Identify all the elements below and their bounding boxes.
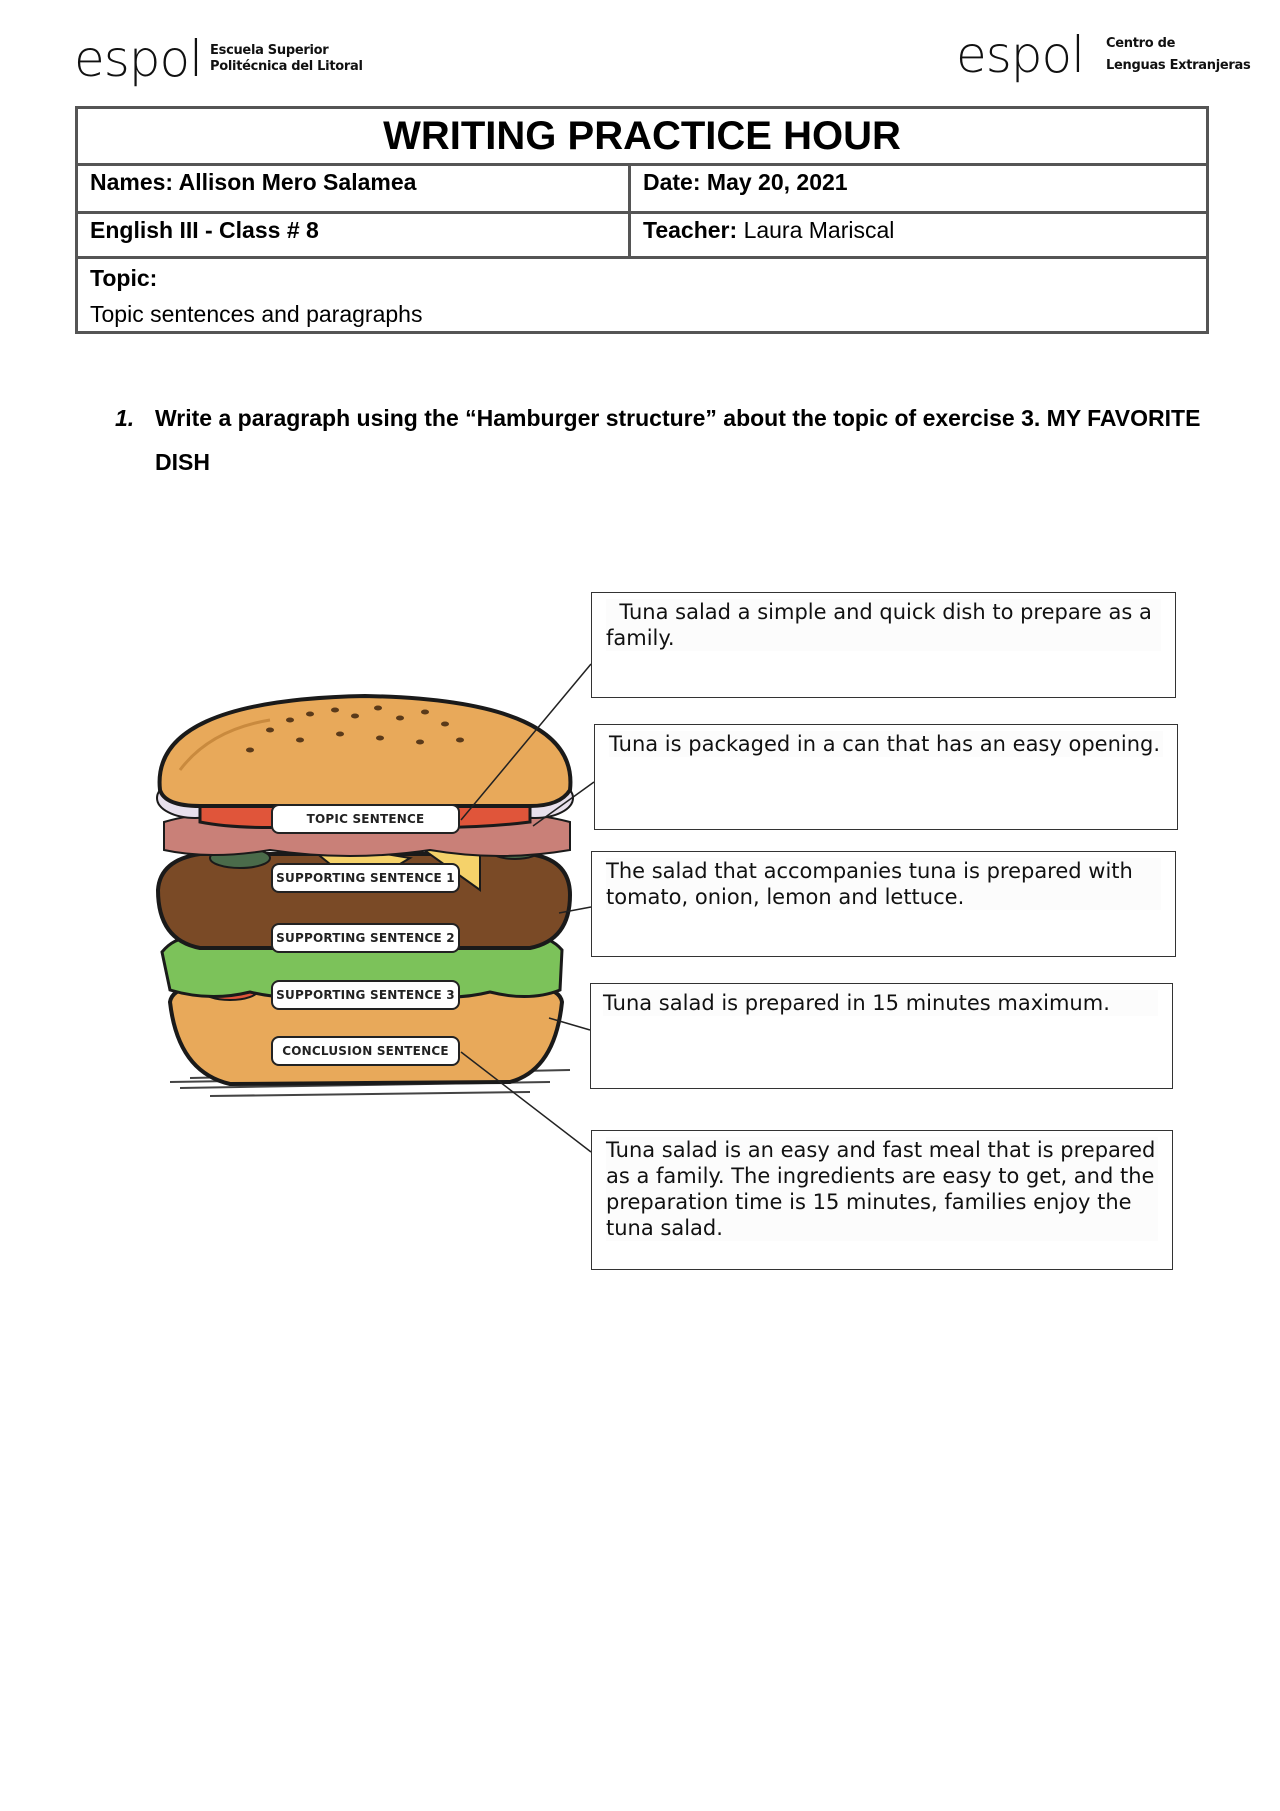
answer-text: Tuna salad is an easy and fast meal that is prepared as a family. The ingredients are easy to get, and the preparation time is 15 minutes, families enjoy the tuna salad.: [606, 1137, 1158, 1241]
answer-box-supporting-1[interactable]: [594, 724, 1178, 830]
answer-text: The salad that accompanies tuna is prepared with tomato, onion, lemon and lettuce.: [606, 858, 1161, 910]
table-row-topic: [78, 259, 1206, 331]
answer-text: Tuna salad is prepared in 15 minutes maximum.: [603, 990, 1158, 1016]
topic-cell: [78, 259, 1206, 331]
espol-logo-mark: espol: [956, 26, 1085, 84]
answer-text: Tuna is packaged in a can that has an easy opening.: [609, 731, 1163, 757]
burger-label-supporting-3: SUPPORTING SENTENCE 3: [271, 980, 460, 1010]
teacher-cell: Teacher: Laura Mariscal: [643, 217, 895, 243]
question-number: 1.: [115, 405, 135, 431]
date-cell: Date: May 20, 2021: [643, 169, 848, 195]
answer-box-conclusion[interactable]: [591, 1130, 1173, 1270]
burger-label-supporting-2: SUPPORTING SENTENCE 2: [271, 923, 460, 953]
question-text: Write a paragraph using the “Hamburger structure” about the topic of exercise 3. MY FAVORITE DISH: [155, 405, 1201, 475]
course-cell: English III - Class # 8: [78, 214, 631, 256]
table-row-course-teacher: [78, 214, 1206, 259]
names-cell: Names: Allison Mero Salamea: [78, 166, 631, 211]
espol-logo-right: [956, 22, 1250, 88]
hamburger-illustration: [150, 690, 580, 1110]
answer-box-supporting-2[interactable]: [591, 851, 1176, 957]
answer-box-supporting-3[interactable]: [590, 983, 1173, 1089]
answer-text: Tuna salad a simple and quick dish to prepare as a family.: [606, 599, 1161, 651]
info-table: [75, 106, 1209, 334]
espol-logo-caption: Escuela Superior Politécnica del Litoral: [210, 43, 363, 74]
burger-label-conclusion: CONCLUSION SENTENCE: [271, 1036, 460, 1066]
burger-label-supporting-1: SUPPORTING SENTENCE 1: [271, 863, 460, 893]
espol-logo-left: [74, 28, 363, 90]
topic-label: Topic:: [90, 265, 158, 291]
answer-box-topic[interactable]: [591, 592, 1176, 698]
burger-label-topic: TOPIC SENTENCE: [271, 804, 460, 834]
espol-logo-caption: Centro de Lenguas Extranjeras: [1106, 36, 1251, 73]
page-title: WRITING PRACTICE HOUR: [78, 109, 1206, 166]
table-row-names-date: [78, 166, 1206, 214]
espol-logo-mark: espol: [74, 30, 203, 88]
topic-value: Topic sentences and paragraphs: [90, 301, 423, 327]
